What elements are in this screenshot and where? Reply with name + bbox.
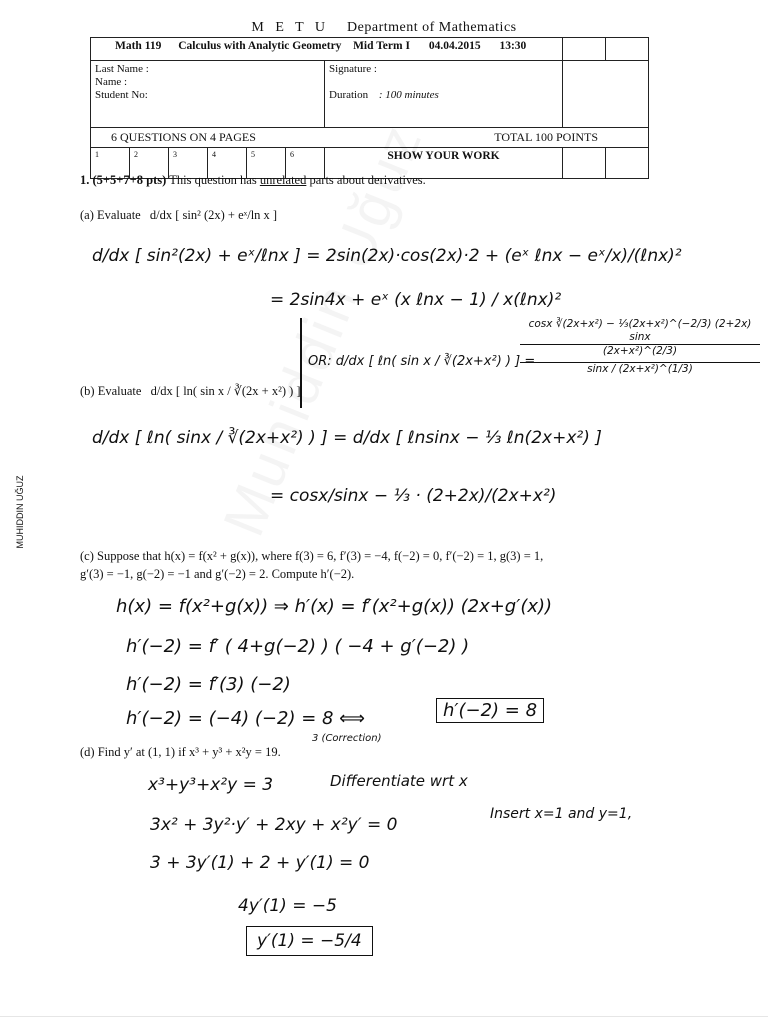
part-d-note-insert: Insert x=1 and y=1,: [490, 806, 633, 822]
exam-date: 04.04.2015: [428, 40, 481, 52]
part-d-work-line2: 3x² + 3y²·y′ + 2xy + x²y′ = 0: [150, 815, 398, 835]
part-b-alt-work: [300, 318, 762, 408]
part-c-work-line1: h(x) = f(x²+g(x)) ⇒ h′(x) = f′(x²+g(x)) (2x+g′(x)): [116, 596, 553, 617]
side-name: MUHIDDIN UĞUZ: [15, 475, 25, 549]
part-b-work-line2: = cosx/sinx − ⅓ · (2+2x)/(2x+x²): [270, 486, 557, 506]
part-d-answer-box: y′(1) = −5/4: [246, 926, 373, 956]
part-c-prompt-line1: (c) Suppose that h(x) = f(x² + g(x)), where f(3) = 6, f′(3) = −4, f(−2) = 0, f′(−2) = 1, g(3) = 1,: [80, 549, 544, 563]
show-work-label: SHOW YOUR WORK: [325, 148, 563, 179]
name-label: Name :: [95, 76, 128, 88]
score-box-2: 2: [130, 148, 169, 179]
signature-duration-cell: [325, 61, 563, 128]
part-c-work-line2: h′(−2) = f′ ( 4+g(−2) ) ( −4 + g′(−2) ): [126, 636, 470, 657]
part-a-work-line2: = 2sin4x + eˣ (x ℓnx − 1) / x(ℓnx)²: [270, 290, 562, 310]
score-box-4: 4: [208, 148, 247, 179]
part-a-prompt: (a) Evaluate d/dx [ sin² (2x) + eˣ/ln x ]: [80, 208, 278, 222]
part-b-expression: d/dx [ ln( sin x / ∛(2x + x²) ) ]: [150, 384, 301, 398]
part-b-prompt: (b) Evaluate d/dx [ ln( sin x / ∛(2x + x²) ) ]: [80, 384, 301, 398]
part-d-work-line1: x³+y³+x²y = 3: [148, 775, 274, 795]
part-d-correction-note: 3 (Correction): [312, 733, 382, 744]
part-a-work-line1: d/dx [ sin²(2x) + eˣ/ℓnx ] = 2sin(2x)·cos(2x)·2 + (eˣ ℓnx − eˣ/x)/(ℓnx)²: [92, 246, 682, 266]
part-c-work-line4: h′(−2) = (−4) (−2) = 8 ⟺: [126, 708, 365, 729]
course-code: Math 119: [115, 40, 162, 52]
part-d-work-line3: 3 + 3y′(1) + 2 + y′(1) = 0: [150, 853, 370, 873]
student-identity-cell: [91, 61, 325, 128]
part-b-work-line1: d/dx [ ℓn( sinx / ∛(2x+x²) ) ] = d/dx [ ℓnsinx − ⅓ ℓn(2x+x²) ]: [92, 428, 602, 448]
question1-points: 1. (5+5+7+8 pts): [80, 173, 167, 187]
part-d-prompt: (d) Find y′ at (1, 1) if x³ + y³ + x²y = 19.: [80, 745, 281, 759]
score-box-5: 5: [247, 148, 286, 179]
exam-name: Mid Term I: [353, 40, 410, 52]
university-name: M E T U: [251, 20, 330, 35]
course-title: Calculus with Analytic Geometry: [178, 40, 342, 52]
part-b-alt-lhs: OR: d/dx [ ℓn( sin x / ∛(2x+x²) ) ] =: [308, 354, 536, 369]
part-c-prompt-line2: g′(3) = −1, g(−2) = −1 and g′(−2) = 2. Compute h′(−2).: [80, 567, 355, 581]
student-no-label: Student No:: [95, 89, 148, 101]
questions-info: 6 QUESTIONS ON 4 PAGES: [111, 130, 256, 144]
part-b-alt-denominator: sinx / (2x+x²)^(1/3): [520, 362, 760, 376]
last-name-label: Last Name :: [95, 63, 149, 75]
part-a-expression: d/dx [ sin² (2x) + eˣ/ln x ]: [149, 208, 278, 222]
exam-header: [0, 20, 768, 36]
score-box-3: 3: [169, 148, 208, 179]
exam-time: 13:30: [499, 40, 527, 52]
part-d-note-differentiate: Differentiate wrt x: [330, 772, 468, 790]
total-points: TOTAL 100 POINTS: [494, 130, 598, 144]
score-box-6: 6: [286, 148, 325, 179]
part-b-alt-numerator: cosx ∛(2x+x²) − ⅓(2x+x²)^(−2/3) (2+2x) sinx: [528, 318, 752, 343]
department-name: Department of Mathematics: [347, 20, 517, 35]
duration-label: Duration: [329, 89, 369, 101]
duration-value: : 100 minutes: [378, 89, 439, 101]
signature-label: Signature :: [329, 63, 377, 75]
page-edge-line: [0, 1016, 768, 1017]
part-c-work-line3: h′(−2) = f′(3) (−2): [126, 674, 291, 695]
part-b-alt-numer-denom: (2x+x²)^(2/3): [520, 344, 760, 358]
question1-heading: 1. (5+5+7+8 pts) This question has unrelated parts about derivatives.: [80, 173, 426, 187]
part-c-answer-box: h′(−2) = 8: [436, 698, 544, 723]
score-box-1: 1: [91, 148, 130, 179]
part-b-alt-fraction: [520, 318, 760, 376]
part-d-work-line4: 4y′(1) = −5: [238, 896, 337, 916]
